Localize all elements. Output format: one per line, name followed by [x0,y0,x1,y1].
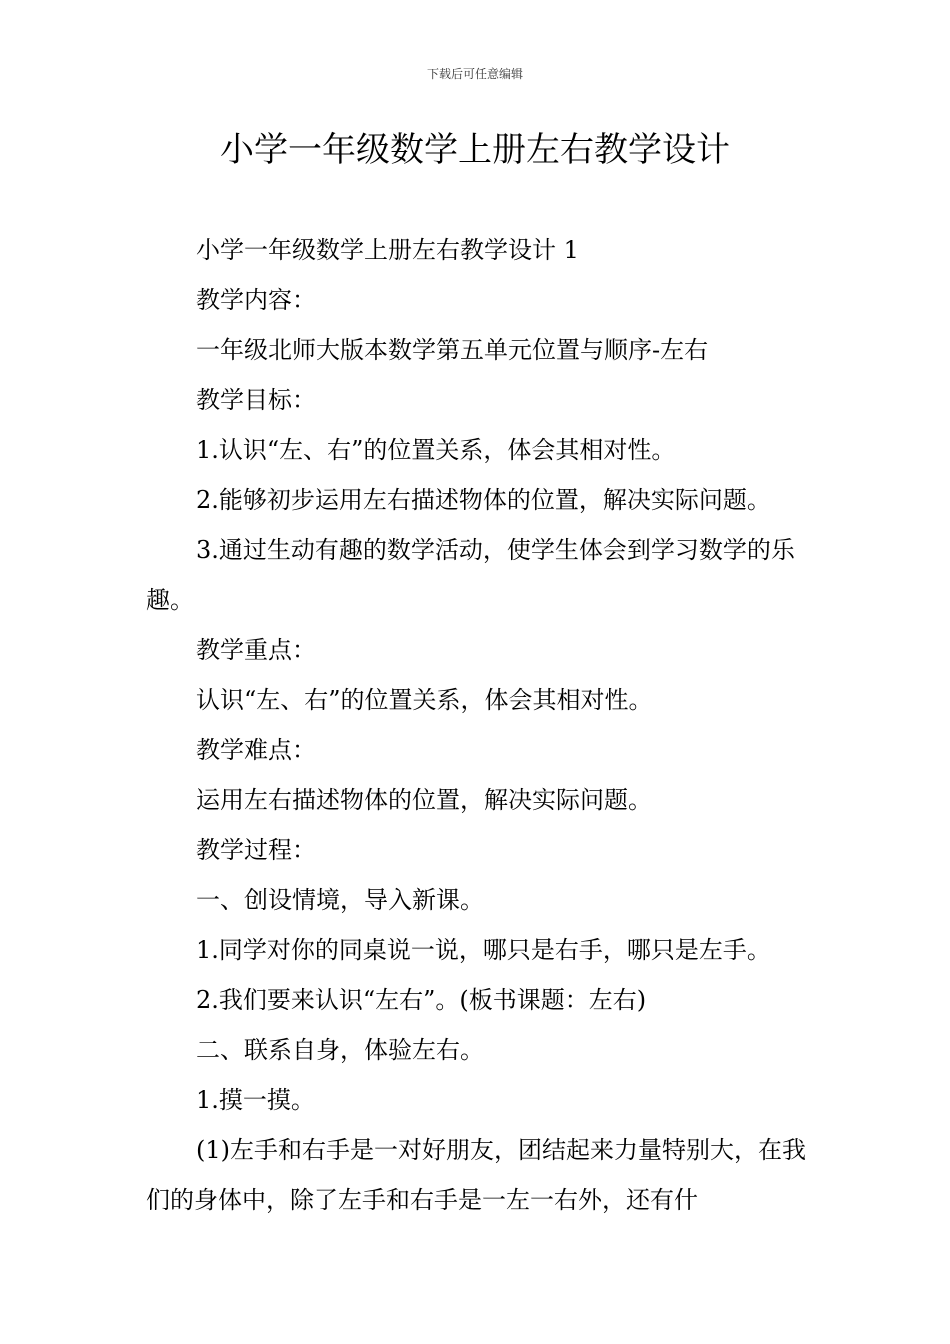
label-teaching-process: 教学过程： [196,836,316,864]
paragraph: 一年级北师大版本数学第五单元位置与顺序-左右 [196,336,709,364]
label-teaching-content: 教学内容： [196,286,316,314]
paragraph: (1)左手和右手是一对好朋友，团结起来力量特别大，在我们的身体中，除了左手和右手是一左一右外，还有什 [146,1136,806,1214]
paragraph: 2.能够初步运用左右描述物体的位置，解决实际问题。 [196,486,771,514]
document-title: 小学一年级数学上册左右教学设计 [220,130,730,170]
paragraph: 二、联系自身，体验左右。 [196,1036,484,1064]
section-heading: 小学一年级数学上册左右教学设计 1 [196,236,579,264]
paragraph: 2.我们要来认识“左右”。(板书课题：左右) [196,986,647,1014]
paragraph: 认识“左、右”的位置关系，体会其相对性。 [196,686,653,714]
paragraph: 3.通过生动有趣的数学活动，使学生体会到学习数学的乐趣。 [146,536,795,614]
paragraph: 一、创设情境，导入新课。 [196,886,484,914]
paragraph: 1.摸一摸。 [196,1086,315,1114]
paragraph: 1.认识“左、右”的位置关系，体会其相对性。 [196,436,676,464]
label-teaching-goals: 教学目标： [196,386,316,414]
paragraph: 1.同学对你的同桌说一说，哪只是右手，哪只是左手。 [196,936,771,964]
label-key-points: 教学重点： [196,636,316,664]
document-body [146,225,816,1225]
header-note: 下载后可任意编辑 [426,67,523,81]
paragraph: 运用左右描述物体的位置，解决实际问题。 [196,786,652,814]
label-difficult-points: 教学难点： [196,736,316,764]
